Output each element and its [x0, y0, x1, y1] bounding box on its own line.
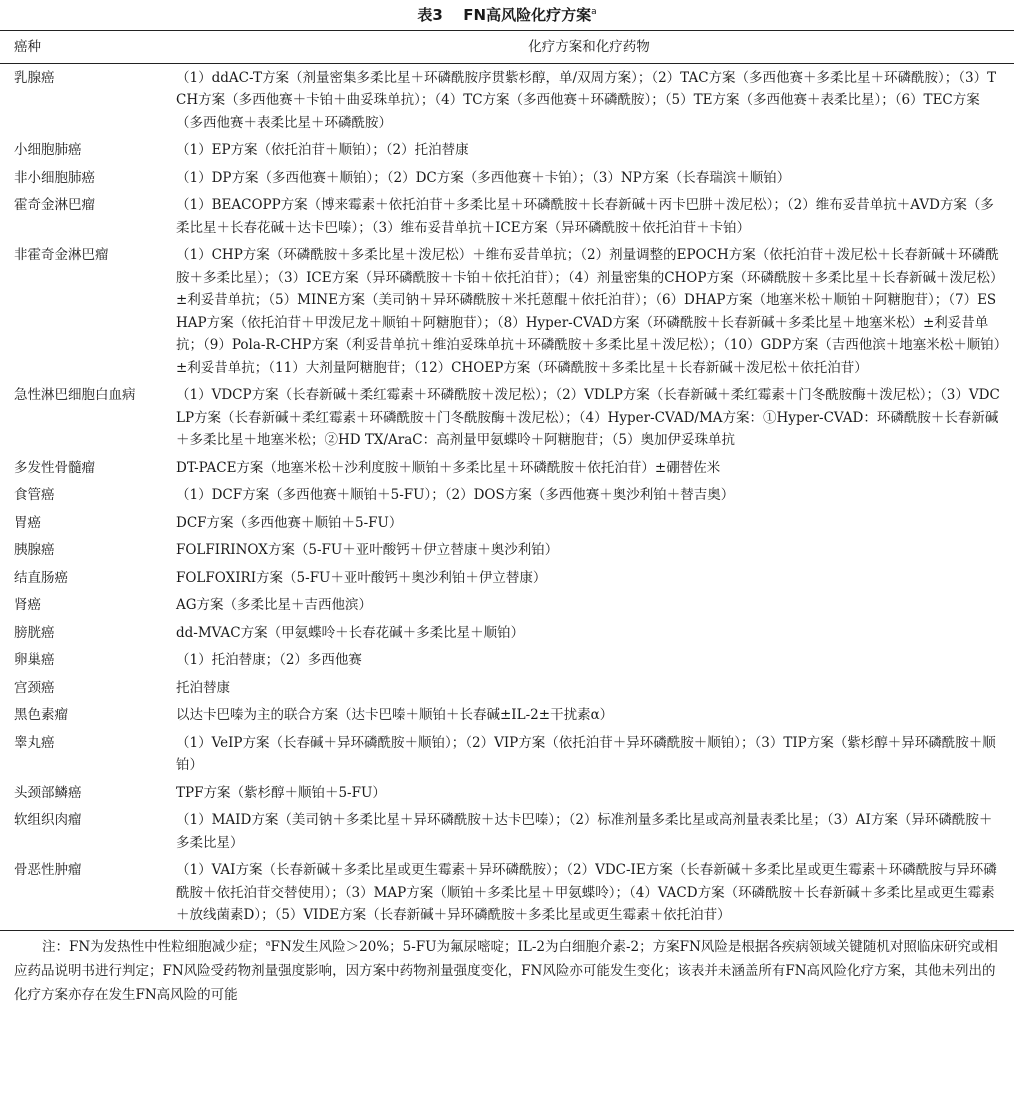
table-header-row	[0, 31, 1014, 64]
cancer-type-cell: 非小细胞肺癌	[14, 169, 95, 186]
regimen-cell: （1）ddAC-T方案（剂量密集多柔比星＋环磷酰胺序贯紫杉醇，单/双周方案）；（2）TAC方案（多西他赛＋多柔比星＋环磷酰胺）；（3）TCH方案（多西他赛＋卡铂＋曲妥珠单抗）；（4）TC方案（多西他赛＋环磷酰胺）；（5）TE方案（多西他赛＋表柔比星）；（6）TEC方案（多西他赛＋表柔比星＋环磷酰胺）	[176, 69, 997, 131]
table-row	[0, 729, 1014, 779]
cancer-type-cell: 乳腺癌	[14, 69, 55, 86]
regimen-cell: DT-PACE方案（地塞米松＋沙利度胺＋顺铂＋多柔比星＋环磷酰胺＋依托泊苷）±硼替佐米	[176, 459, 721, 476]
regimen-table	[0, 30, 1014, 931]
table-row	[0, 481, 1014, 509]
header-cancer: 癌种	[0, 31, 164, 64]
footnote-marker: a	[265, 938, 271, 947]
table-row	[0, 856, 1014, 930]
regimen-cell: （1）VeIP方案（长春碱＋异环磷酰胺＋顺铂）；（2）VIP方案（依托泊苷＋异环磷酰胺＋顺铂）；（3）TIP方案（紫杉醇＋异环磷酰胺＋顺铂）	[176, 734, 996, 773]
regimen-cell: 托泊替康	[176, 679, 230, 696]
table-row	[0, 164, 1014, 192]
table-row	[0, 381, 1014, 454]
caption-marker: a	[591, 7, 597, 17]
table-row	[0, 806, 1014, 856]
regimen-cell: dd-MVAC方案（甲氨蝶呤＋长春花碱＋多柔比星＋顺铂）	[176, 624, 525, 641]
table-row	[0, 591, 1014, 619]
table-row	[0, 509, 1014, 537]
table-row	[0, 646, 1014, 674]
table-row	[0, 674, 1014, 702]
table-row	[0, 564, 1014, 592]
regimen-cell: （1）CHP方案（环磷酰胺＋多柔比星＋泼尼松）＋维布妥昔单抗；（2）剂量调整的EPOCH方案（依托泊苷＋泼尼松＋长春新碱＋环磷酰胺＋多柔比星）；（3）ICE方案（异环磷酰胺＋卡铂＋依托泊苷）；（4）剂量密集的CHOP方案（环磷酰胺＋多柔比星＋长春新碱＋泼尼松）±利妥昔单抗；（5）MINE方案（美司钠＋异环磷酰胺＋米托蒽醌＋依托泊苷）；（6）DHAP方案（地塞米松＋顺铂＋阿糖胞苷）；（7）ESHAP方案（依托泊苷＋甲泼尼龙＋顺铂＋阿糖胞苷）；（8）Hyper-CVAD方案（环磷酰胺＋长春新碱＋多柔比星＋地塞米松）±利妥昔单抗；（9）Pola-R-CHP方案（利妥昔单抗＋维泊妥珠单抗＋环磷酰胺＋多柔比星＋泼尼松）；（10）GDP方案（吉西他滨＋地塞米松＋顺铂）±利妥昔单抗；（11）大剂量阿糖胞苷；（12）CHOEP方案（环磷酰胺＋多柔比星＋长春新碱＋泼尼松＋依托泊苷）	[176, 247, 1001, 376]
table-body	[0, 63, 1014, 930]
cancer-type-cell: 宫颈癌	[14, 679, 55, 696]
table-row	[0, 701, 1014, 729]
cancer-type-cell: 霍奇金淋巴瘤	[14, 197, 95, 213]
cancer-type-cell: 小细胞肺癌	[14, 142, 82, 158]
table-row	[0, 536, 1014, 564]
table-row	[0, 454, 1014, 482]
regimen-cell: （1）EP方案（依托泊苷＋顺铂）；（2）托泊替康	[176, 142, 469, 158]
cancer-type-cell: 胰腺癌	[14, 542, 55, 558]
cancer-type-cell: 头颈部鳞癌	[14, 784, 82, 801]
cancer-type-cell: 黑色素瘤	[14, 707, 68, 723]
footnote-part2: FN发生风险＞20%；5-FU为氟尿嘧啶；IL-2为白细胞介素-2；方案FN风险是根据各疾病领域关键随机对照临床研究或相应药品说明书进行判定；FN风险受药物剂量强度影响，因方案中药物剂量强度变化，FN风险亦可能发生变化；该表并未涵盖所有FN高风险化疗方案，其他未列出的化疗方案亦存在发生FN高风险的可能	[14, 938, 998, 1003]
cancer-type-cell: 软组织肉瘤	[14, 812, 82, 828]
cancer-type-cell: 食管癌	[14, 487, 55, 503]
table-row	[0, 191, 1014, 241]
table-row	[0, 136, 1014, 164]
cancer-type-cell: 胃癌	[14, 514, 41, 531]
regimen-cell: （1）DP方案（多西他赛＋顺铂）；（2）DC方案（多西他赛＋卡铂）；（3）NP方案（长春瑞滨＋顺铂）	[176, 169, 791, 186]
table-footnote	[0, 931, 1014, 1007]
regimen-cell: （1）MAID方案（美司钠＋多柔比星＋异环磷酰胺＋达卡巴嗪）；（2）标准剂量多柔比星或高剂量表柔比星；（3）AI方案（异环磷酰胺＋多柔比星）	[176, 812, 993, 851]
table-row	[0, 241, 1014, 381]
regimen-cell: AG方案（多柔比星＋吉西他滨）	[176, 597, 373, 613]
footnote-part1: 注：FN为发热性中性粒细胞减少症；	[42, 938, 266, 955]
caption-label: 表3	[417, 6, 443, 24]
table-row	[0, 779, 1014, 807]
regimen-cell: （1）DCF方案（多西他赛＋顺铂＋5-FU）；（2）DOS方案（多西他赛＋奥沙利铂＋替吉奥）	[176, 487, 735, 503]
cancer-type-cell: 骨恶性肿瘤	[0, 856, 164, 930]
cancer-type-cell: 急性淋巴细胞白血病	[14, 387, 136, 403]
regimen-cell: FOLFIRINOX方案（5-FU＋亚叶酸钙＋伊立替康＋奥沙利铂）	[176, 542, 559, 558]
regimen-cell: （1）BEACOPP方案（博来霉素＋依托泊苷＋多柔比星＋环磷酰胺＋长春新碱＋丙卡巴肼＋泼尼松）；（2）维布妥昔单抗＋AVD方案（多柔比星＋长春花碱＋达卡巴嗪）；（3）维布妥昔单抗＋ICE方案（异环磷酰胺＋依托泊苷＋卡铂）	[176, 197, 994, 236]
cancer-type-cell: 睾丸癌	[14, 734, 55, 751]
header-regimen: 化疗方案和化疗药物	[164, 31, 1014, 64]
regimen-cell: （1）VAI方案（长春新碱＋多柔比星或更生霉素＋异环磷酰胺）；（2）VDC-IE方案（长春新碱＋多柔比星或更生霉素＋环磷酰胺与异环磷酰胺＋依托泊苷交替使用）；（3）MAP方案（顺铂＋多柔比星＋甲氨蝶呤）；（4）VACD方案（环磷酰胺＋长春新碱＋多柔比星或更生霉素＋放线菌素D）；（5）VIDE方案（长春新碱＋异环磷酰胺＋多柔比星或更生霉素＋依托泊苷）	[164, 856, 1014, 930]
table-caption	[0, 0, 1014, 30]
regimen-cell: DCF方案（多西他赛＋顺铂＋5-FU）	[176, 514, 403, 531]
cancer-type-cell: 肾癌	[14, 597, 41, 613]
cancer-type-cell: 多发性骨髓瘤	[14, 459, 95, 476]
regimen-cell: （1）托泊替康；（2）多西他赛	[176, 652, 362, 668]
cancer-type-cell: 膀胱癌	[14, 624, 55, 641]
cancer-type-cell: 结直肠癌	[14, 569, 68, 586]
regimen-cell: TPF方案（紫杉醇＋顺铂＋5-FU）	[176, 784, 386, 801]
cancer-type-cell: 卵巢癌	[14, 652, 55, 668]
cancer-type-cell: 非霍奇金淋巴瘤	[14, 247, 109, 263]
table-row	[0, 63, 1014, 136]
table-row	[0, 619, 1014, 647]
regimen-cell: 以达卡巴嗪为主的联合方案（达卡巴嗪＋顺铂＋长春碱±IL-2±干扰素α）	[176, 707, 614, 723]
regimen-cell: （1）VDCP方案（长春新碱＋柔红霉素＋环磷酰胺＋泼尼松）；（2）VDLP方案（长春新碱＋柔红霉素＋门冬酰胺酶＋泼尼松）；（3）VDCLP方案（长春新碱＋柔红霉素＋环磷酰胺＋门冬酰胺酶＋泼尼松）；（4）Hyper-CVAD/MA方案：①Hyper-CVAD：环磷酰胺＋长春新碱＋多柔比星＋地塞米松；②HD TX/AraC：高剂量甲氨蝶呤＋阿糖胞苷；（5）奥加伊妥珠单抗	[176, 387, 1000, 448]
caption-title: FN高风险化疗方案	[463, 6, 592, 24]
regimen-cell: FOLFOXIRI方案（5-FU＋亚叶酸钙＋奥沙利铂＋伊立替康）	[176, 569, 547, 586]
